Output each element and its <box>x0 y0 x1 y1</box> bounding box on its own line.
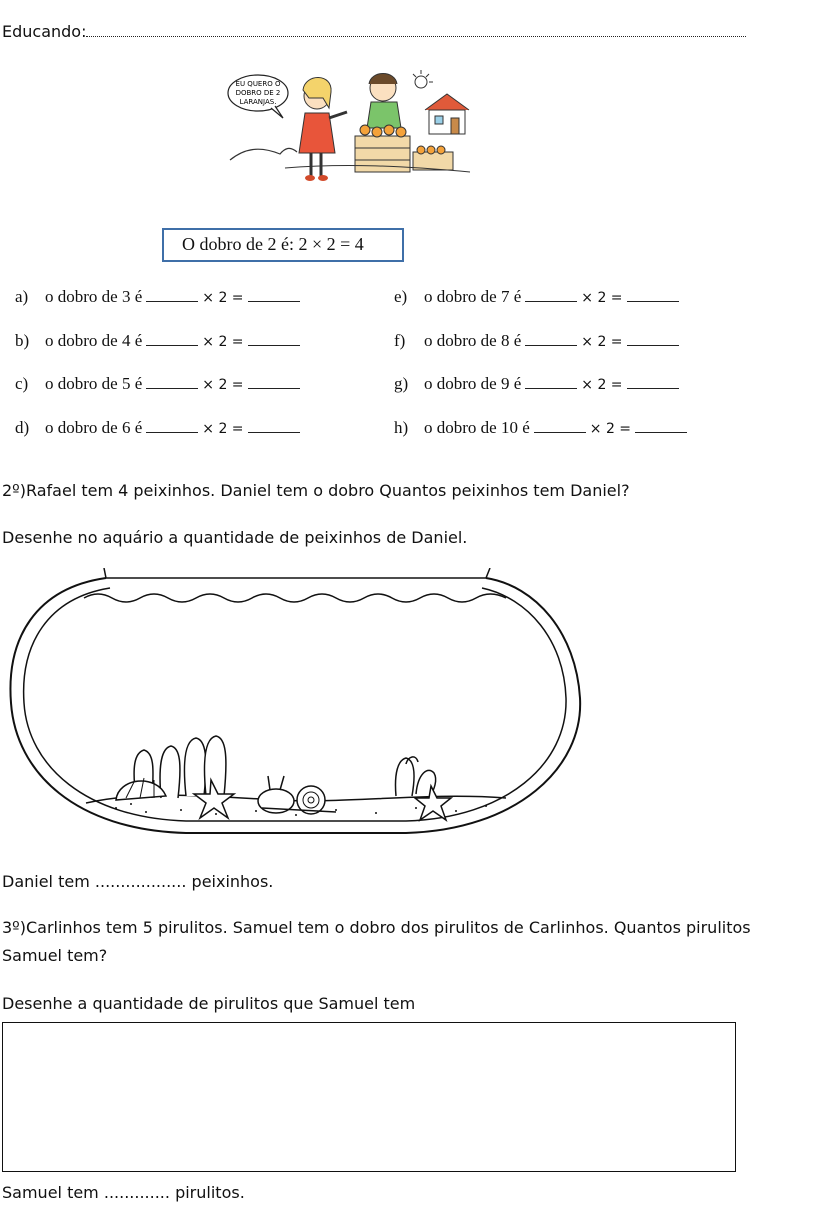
q3-answer-dots[interactable]: ............. <box>103 1183 170 1202</box>
answer-blank[interactable] <box>146 345 198 346</box>
answer-blank[interactable] <box>627 388 679 389</box>
exercise-h: h) o dobro de 10 é × 2 = <box>394 418 691 438</box>
answer-blank[interactable] <box>248 345 300 346</box>
exercise-g: g) o dobro de 9 é × 2 = <box>394 374 683 394</box>
answer-blank[interactable] <box>248 432 300 433</box>
name-dotted-line[interactable] <box>86 35 746 37</box>
answer-blank[interactable] <box>146 301 198 302</box>
exercise-b: b) o dobro de 4 é × 2 = <box>15 331 304 351</box>
example-text: O dobro de 2 é: 2 × 2 = 4 <box>182 234 364 254</box>
q2-answer-dots[interactable]: .................. <box>94 872 187 891</box>
answer-blank[interactable] <box>627 301 679 302</box>
answer-blank[interactable] <box>146 432 198 433</box>
exercise-a: a) o dobro de 3 é × 2 = <box>15 287 304 307</box>
answer-blank[interactable] <box>534 432 586 433</box>
answer-blank[interactable] <box>525 345 577 346</box>
answer-blank[interactable] <box>248 301 300 302</box>
answer-blank[interactable] <box>635 432 687 433</box>
q3-drawing-box[interactable] <box>2 1022 736 1172</box>
speech-line-2: DOBRO DE 2 <box>235 89 281 97</box>
q2-answer-suffix: peixinhos. <box>191 872 274 891</box>
exercise-c: c) o dobro de 5 é × 2 = <box>15 374 304 394</box>
answer-blank[interactable] <box>248 388 300 389</box>
q2-instruction: Desenhe no aquário a quantidade de peixinhos de Daniel. <box>2 528 468 547</box>
answer-blank[interactable] <box>627 345 679 346</box>
student-name-line <box>2 22 746 41</box>
q3-instruction: Desenhe a quantidade de pirulitos que Samuel tem <box>2 994 416 1013</box>
q2-answer-line <box>2 872 273 891</box>
q2-answer-prefix: Daniel tem <box>2 872 90 891</box>
q3-statement-line-1: 3º)Carlinhos tem 5 pirulitos. Samuel tem o dobro dos pirulitos de Carlinhos. Quantos pirulitos <box>2 918 751 937</box>
example-box <box>162 228 404 262</box>
speech-line-3: LARANJAS. <box>239 98 277 106</box>
speech-line-1: EU QUERO O <box>235 80 281 88</box>
q3-answer-suffix: pirulitos. <box>175 1183 245 1202</box>
q3-answer-prefix: Samuel tem <box>2 1183 99 1202</box>
aquarium-drawing[interactable] <box>6 568 596 838</box>
q3-answer-line <box>2 1183 245 1202</box>
q3-statement-line-2: Samuel tem? <box>2 946 108 965</box>
answer-blank[interactable] <box>525 301 577 302</box>
kids-oranges-illustration <box>225 68 475 188</box>
answer-blank[interactable] <box>525 388 577 389</box>
exercise-e: e) o dobro de 7 é × 2 = <box>394 287 683 307</box>
exercise-d: d) o dobro de 6 é × 2 = <box>15 418 304 438</box>
exercise-f: f) o dobro de 8 é × 2 = <box>394 331 683 351</box>
answer-blank[interactable] <box>146 388 198 389</box>
q2-statement: 2º)Rafael tem 4 peixinhos. Daniel tem o dobro Quantos peixinhos tem Daniel? <box>2 481 630 500</box>
student-label: Educando: <box>2 22 87 41</box>
